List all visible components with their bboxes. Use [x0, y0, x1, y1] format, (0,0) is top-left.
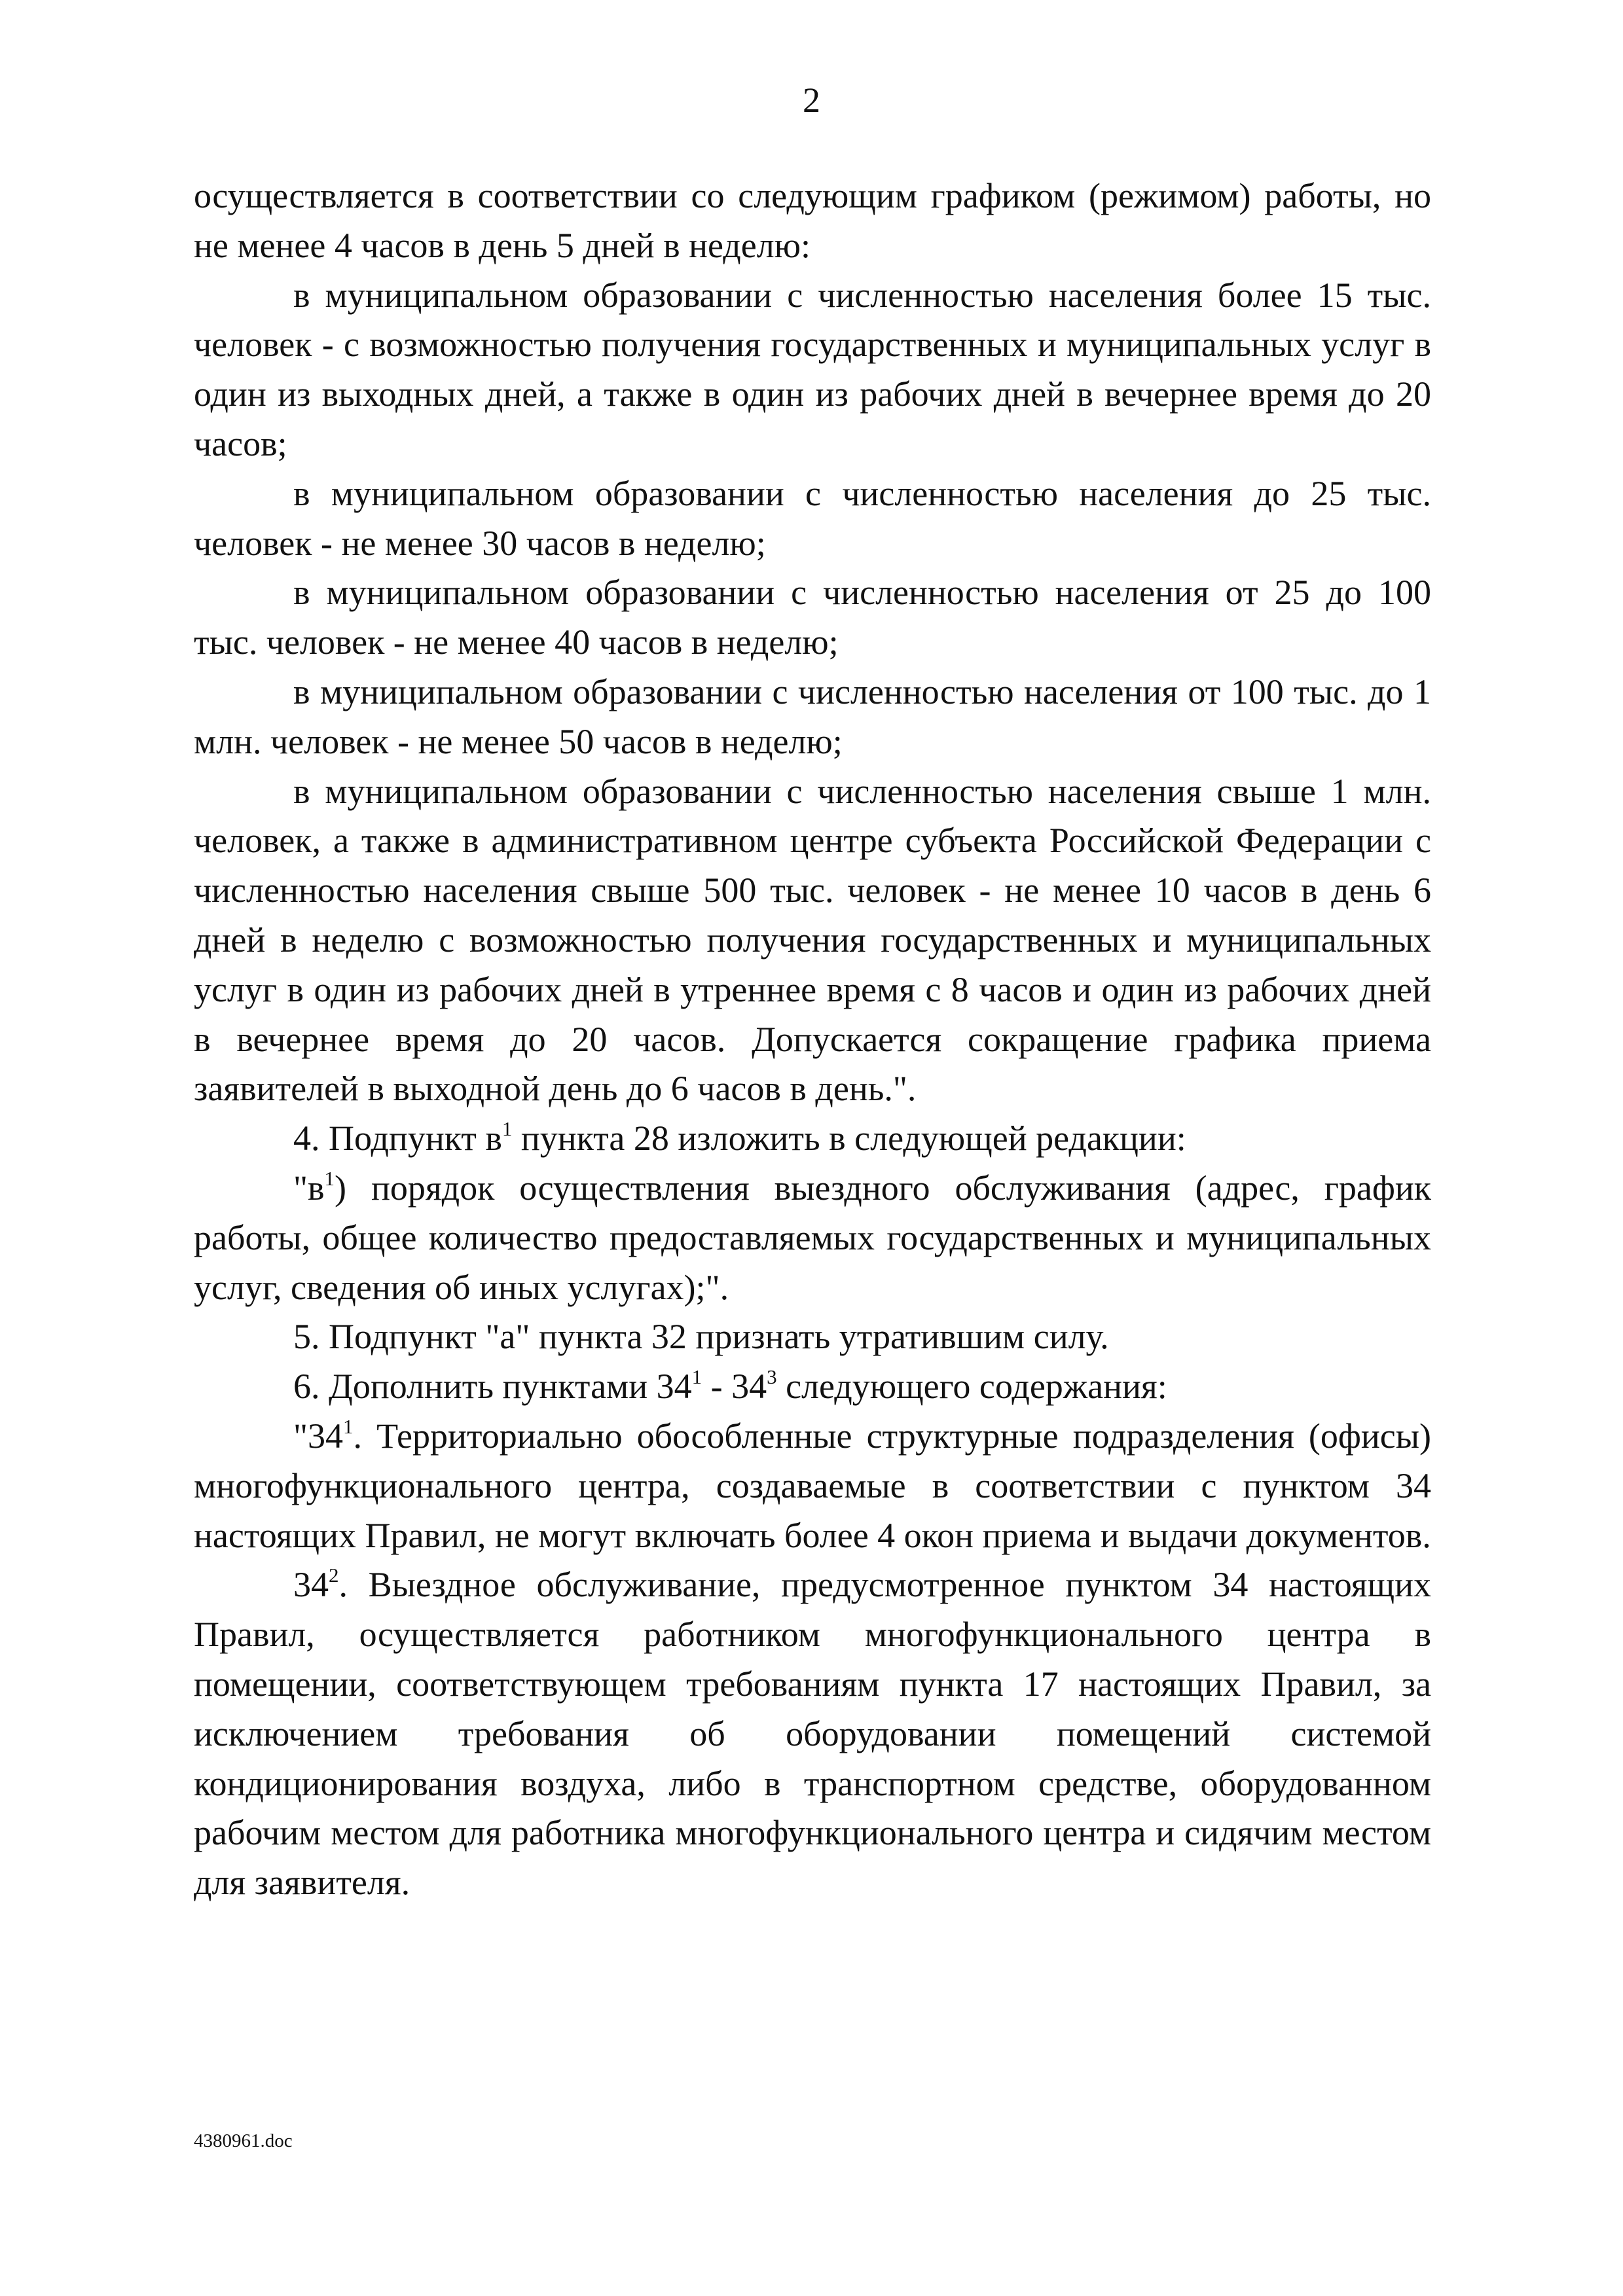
paragraph-7-text-a: 4. Подпункт в: [293, 1119, 502, 1158]
paragraph-2: в муниципальном образовании с численностью населения более 15 тыс. человек - с возможностью получения государственных и муниципальных услуг в один из выходных дней, а также в один из рабочих дней в вечернее время до 20 часов;: [194, 275, 1431, 463]
page-number: 2: [803, 81, 820, 120]
superscript: 1: [324, 1166, 335, 1190]
superscript: 1: [501, 1117, 513, 1141]
superscript: 1: [691, 1365, 702, 1389]
paragraph-6: в муниципальном образовании с численностью населения свыше 1 млн. человек, а также в административном центре субъекта Российской Федерации с численностью населения свыше 500 тыс. человек - не менее 10 часов в день 6 дней в неделю с возможностью получения государственных и муниципальных услуг в один из рабочих дней в утреннее время с 8 часов и один из рабочих дней в вечернее время до 20 часов. Допускается сокращение графика приема заявителей в выходной день до 6 часов в день.".: [194, 771, 1431, 1109]
paragraph-11-text-b: . Территориально обособленные структурные подразделения (офисы) многофункционального центра, создаваемые в соответствии с пунктом 34 настоящих Правил, не могут включать более 4 окон приема и выдачи документов.: [194, 1416, 1431, 1555]
superscript: 2: [329, 1564, 339, 1587]
document-body: [194, 171, 1431, 1908]
paragraph-11: [194, 1412, 1431, 1560]
paragraph-3: в муниципальном образовании с численностью населения до 25 тыс. человек - не менее 30 часов в неделю;: [194, 473, 1431, 563]
paragraph-1: осуществляется в соответствии со следующим графиком (режимом) работы, но не менее 4 часов в день 5 дней в неделю:: [194, 176, 1431, 265]
superscript: 1: [343, 1414, 354, 1438]
paragraph-5: в муниципальном образовании с численностью населения от 100 тыс. до 1 млн. человек - не менее 50 часов в неделю;: [194, 672, 1431, 761]
paragraph-11-text-a: "34: [293, 1416, 344, 1456]
paragraph-4: в муниципальном образовании с численностью населения от 25 до 100 тыс. человек - не менее 40 часов в неделю;: [194, 573, 1431, 662]
paragraph-10: [194, 1362, 1431, 1412]
paragraph-12-text-b: . Выездное обслуживание, предусмотренное пунктом 34 настоящих Правил, осуществляется работником многофункционального центра в помещении, соответствующем требованиям пункта 17 настоящих Правил, за исключением требования об оборудовании помещений системой кондиционирования воздуха, либо в транспортном средстве, оборудованном рабочим местом для работника многофункционального центра и сидячим местом для заявителя.: [194, 1565, 1431, 1903]
paragraph-8: [194, 1164, 1431, 1312]
paragraph-7-text-b: пункта 28 изложить в следующей редакции:: [512, 1119, 1186, 1158]
superscript: 3: [767, 1365, 777, 1389]
paragraph-10-text-c: следующего содержания:: [776, 1367, 1167, 1407]
paragraph-7: [194, 1114, 1431, 1164]
paragraph-8-text-a: "в: [293, 1168, 325, 1208]
paragraph-8-text-b: ) порядок осуществления выездного обслуживания (адрес, график работы, общее количество предоставляемых государственных и муниципальных услуг, сведения об иных услугах);".: [194, 1168, 1431, 1307]
paragraph-10-text-b: - 34: [702, 1367, 767, 1407]
footer-filename: 4380961.doc: [194, 2130, 293, 2151]
paragraph-10-text-a: 6. Дополнить пунктами 34: [293, 1367, 692, 1407]
paragraph-9: 5. Подпункт "а" пункта 32 признать утратившим силу.: [293, 1317, 1109, 1357]
paragraph-12: [194, 1560, 1431, 1908]
paragraph-12-text-a: 34: [293, 1565, 329, 1605]
